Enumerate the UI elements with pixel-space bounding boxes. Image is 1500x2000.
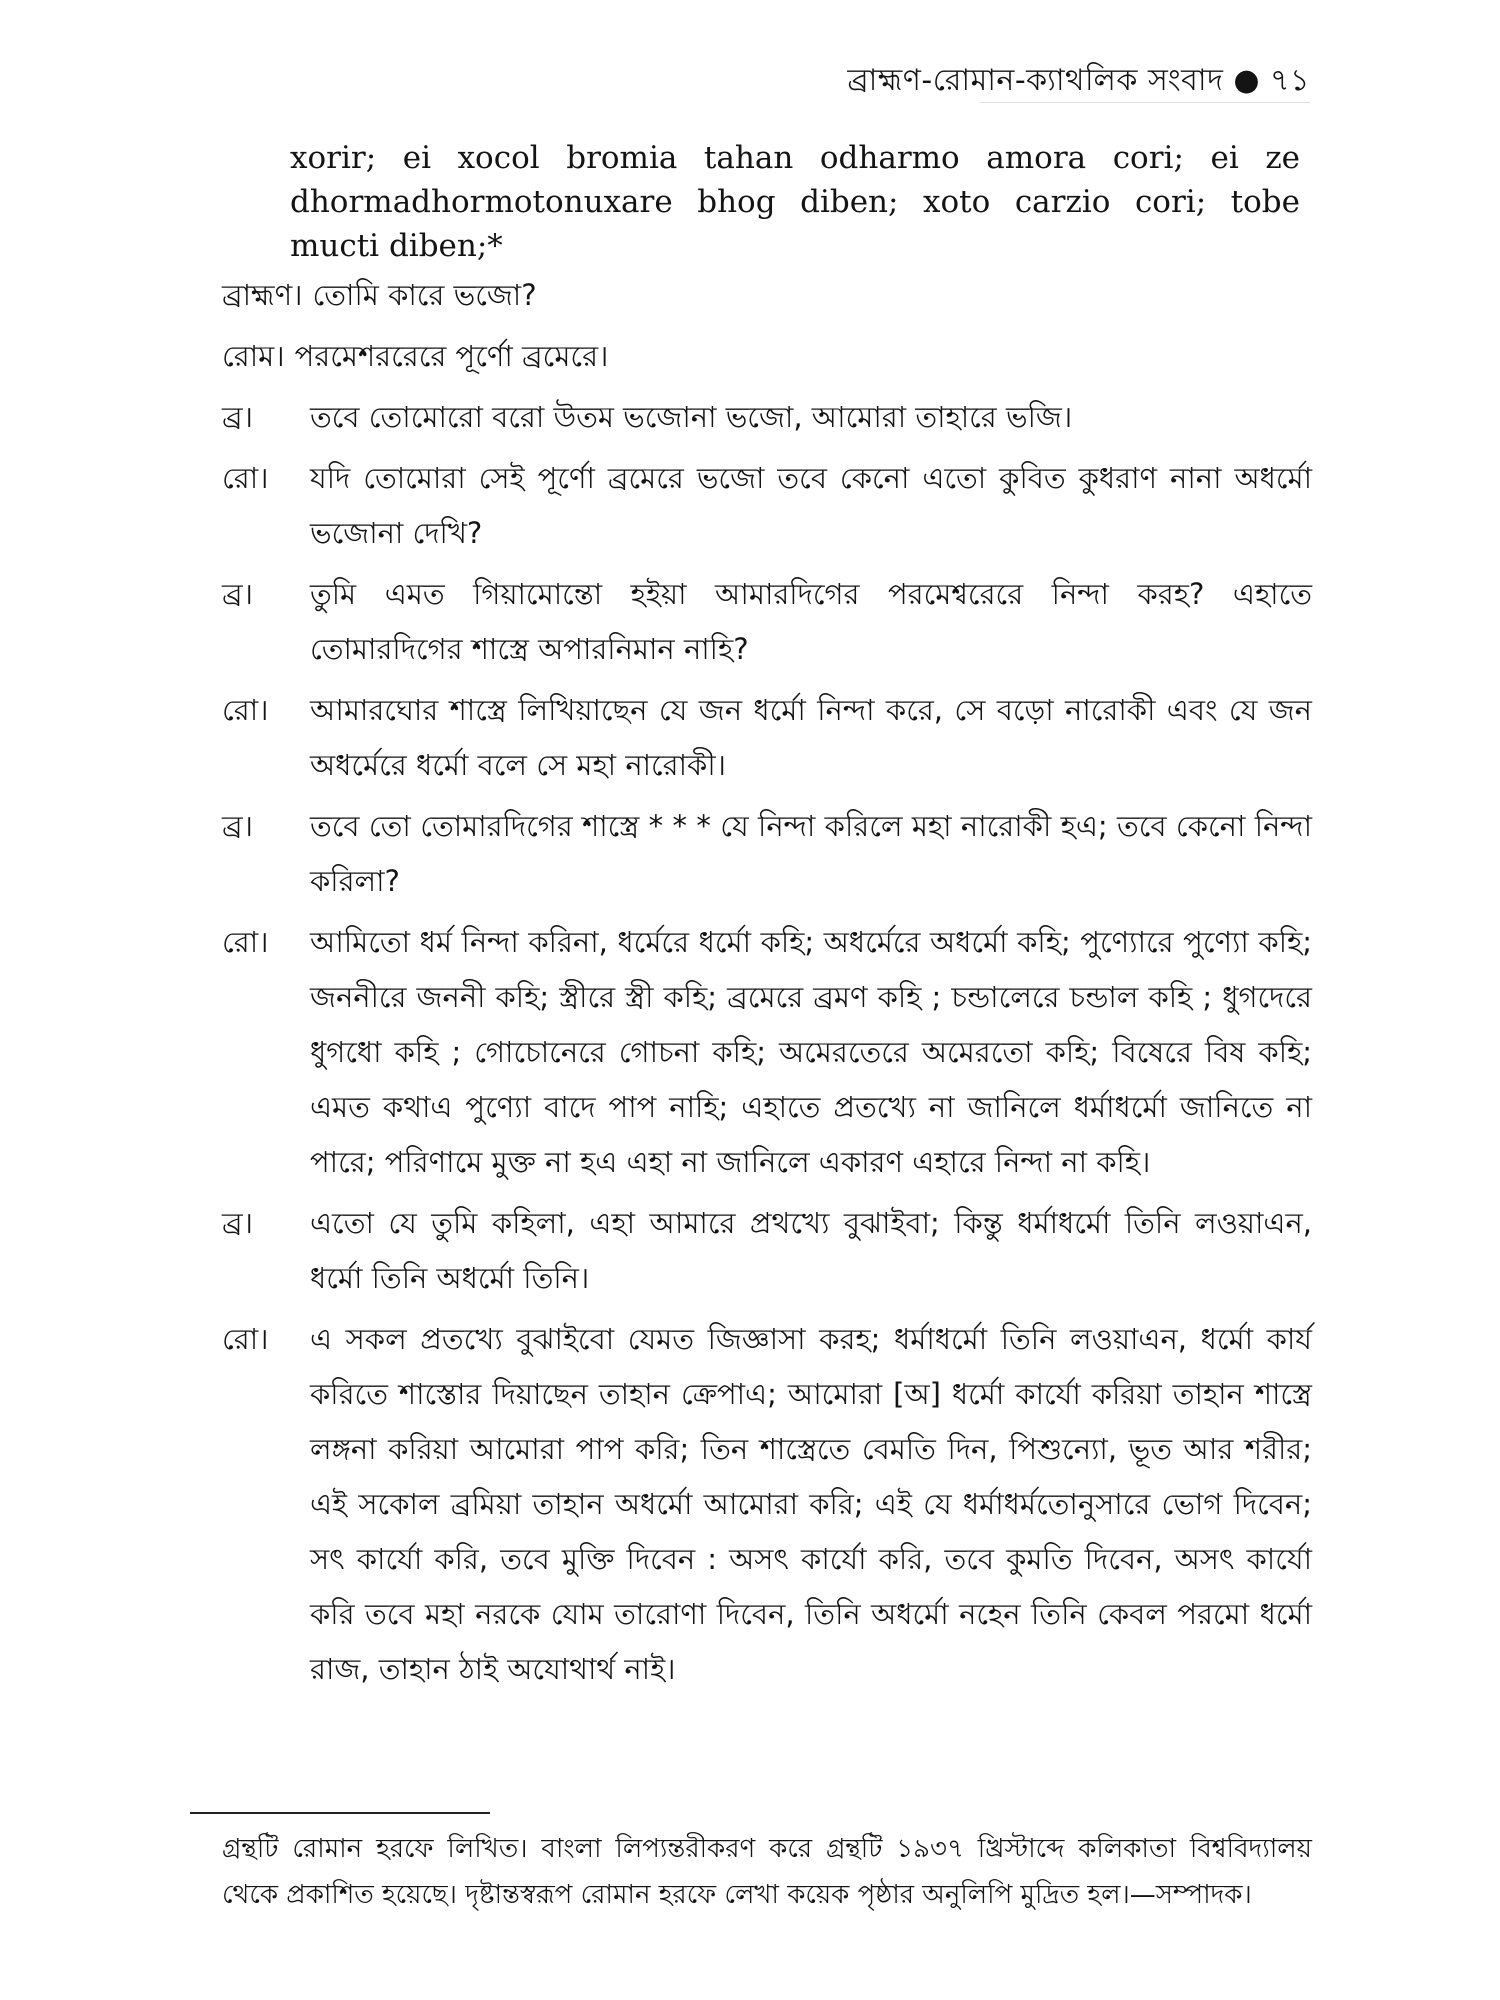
speaker-label: রো। [222,461,269,495]
dialogue-turn [222,799,1312,909]
dialogue-turn [222,268,1312,323]
speaker-label: ব্র। [222,809,253,843]
dialogue-turn [222,329,1312,384]
speaker-label: ব্র। [222,400,253,434]
header-divider [980,102,1310,103]
dialogue-turn [222,683,1312,793]
speaker-label: ব্র। [222,1206,253,1240]
header-title: ব্রাহ্মণ-রোমান-ক্যাথলিক সংবাদ [847,63,1224,98]
dialogue [222,268,1312,1703]
footnote: গ্রন্থটি রোমান হরফে লিখিত। বাংলা লিপ্যন্তরীকরণ করে গ্রন্থটি ১৯৩৭ খ্রিস্টাব্দে কলিকাতা বিশ্ববিদ্যালয় থেকে প্রকাশিত হয়েছে। দৃষ্টান্তস্বরূপ রোমান হরফে লেখা কয়েক পৃষ্ঠার অনুলিপি মুদ্রিত হল।—সম্পাদক। [222,1834,1312,1910]
dialogue-turn [222,567,1312,677]
dialogue-turn [222,915,1312,1190]
footnote-divider [190,1812,490,1814]
speaker-label: রোম। [222,339,285,373]
dialogue-text: তোমি কারে ভজো? [312,278,537,312]
speaker-label: রো। [222,693,269,727]
dialogue-text: তবে তো তোমারদিগের শাস্ত্রে * * * যে নিন্দা করিলে মহা নারোকী হএ; তবে কেনো নিন্দা করিলা? [310,809,1312,898]
dialogue-text: পরমেশররেরে পূর্ণো ব্রমেরে। [294,339,609,373]
running-header [847,56,1310,107]
dialogue-turn [222,390,1312,445]
speaker-label: ব্রাহ্মণ। [222,278,303,312]
dialogue-text: আমিতো ধর্ম নিন্দা করিনা, ধর্মেরে ধর্মো কহি; অধর্মেরে অধর্মো কহি; পুণ্যোরে পুণ্যো কহি; জননীরে জননী কহি; স্ত্রীরে স্ত্রী কহি; ব্রমেরে ব্রমণ কহি ; চন্ডালেরে চন্ডাল কহি ; ধুগদেরে ধুগধো কহি ; গোচোনেরে গোচনা কহি; অমেরতেরে অমেরতো কহি; বিষেরে বিষ কহি; এমত কথাএ পুণ্যো বাদে পাপ নাহি; এহাতে প্রতখ্যে না জানিলে ধর্মাধর্মো জানিতে না পারে; পরিণামে মুক্ত না হএ এহা না জানিলে একারণ এহারে নিন্দা না কহি। [310,925,1312,1179]
dialogue-turn [222,1196,1312,1306]
speaker-label: রো। [222,1322,269,1356]
speaker-label: রো। [222,925,269,959]
speaker-label: ব্র। [222,577,253,611]
bullet-icon: ● [1233,63,1261,98]
roman-passage: xorir; ei xocol bromia tahan odharmo amora cori; ei ze dhormadhormotonuxare bhog diben; xoto carzio cori; tobe mucti diben;* [290,140,1300,264]
dialogue-turn [222,451,1312,561]
page-number: ৭১ [1270,63,1310,98]
dialogue-text: তুমি এমত গিয়ামোন্তো হইয়া আমারদিগের পরমেশ্বরেরে নিন্দা করহ? এহাতে তোমারদিগের শাস্ত্রে অপারনিমান নাহি? [310,577,1312,666]
dialogue-turn [222,1312,1312,1697]
dialogue-text: এ সকল প্রতখ্যে বুঝাইবো যেমত জিজ্ঞাসা করহ; ধর্মাধর্মো তিনি লওয়াএন, ধর্মো কার্য করিতে শাস্তোর দিয়াছেন তাহান ক্রেপাএ; আমোরা [অ] ধর্মো কার্যো করিয়া তাহান শাস্ত্রে লঙ্গনা করিয়া আমোরা পাপ করি; তিন শাস্ত্রেতে বেমতি দিন, পিশুন্যো, ভূত আর শরীর; এই সকোল ব্রমিয়া তাহান অধর্মো আমোরা করি; এই যে ধর্মাধর্মতোনুসারে ভোগ দিবেন; সৎ কার্যো করি, তবে মুক্তি দিবেন : অসৎ কার্যো করি, তবে কুমতি দিবেন, অসৎ কার্যো করি তবে মহা নরকে যোম তারোণা দিবেন, তিনি অধর্মো নহেন তিনি কেবল পরমো ধর্মো রাজ, তাহান ঠাই অযোথার্থ নাই। [310,1322,1312,1686]
dialogue-text: তবে তোমোরো বরো উতম ভজোনা ভজো, আমোরা তাহারে ভজি। [310,400,1073,434]
dialogue-text: এতো যে তুমি কহিলা, এহা আমারে প্রথখ্যে বুঝাইবা; কিন্তু ধর্মাধর্মো তিনি লওয়াএন, ধর্মো তিনি অধর্মো তিনি। [310,1206,1312,1295]
dialogue-text: যদি তোমোরা সেই পূর্ণো ব্রমেরে ভজো তবে কেনো এতো কুবিত কুধরাণ নানা অধর্মো ভজোনা দেখি? [310,461,1312,550]
dialogue-text: আমারঘোর শাস্ত্রে লিখিয়াছেন যে জন ধর্মো নিন্দা করে, সে বড়ো নারোকী এবং যে জন অধর্মেরে ধর্মো বলে সে মহা নারোকী। [310,693,1312,782]
